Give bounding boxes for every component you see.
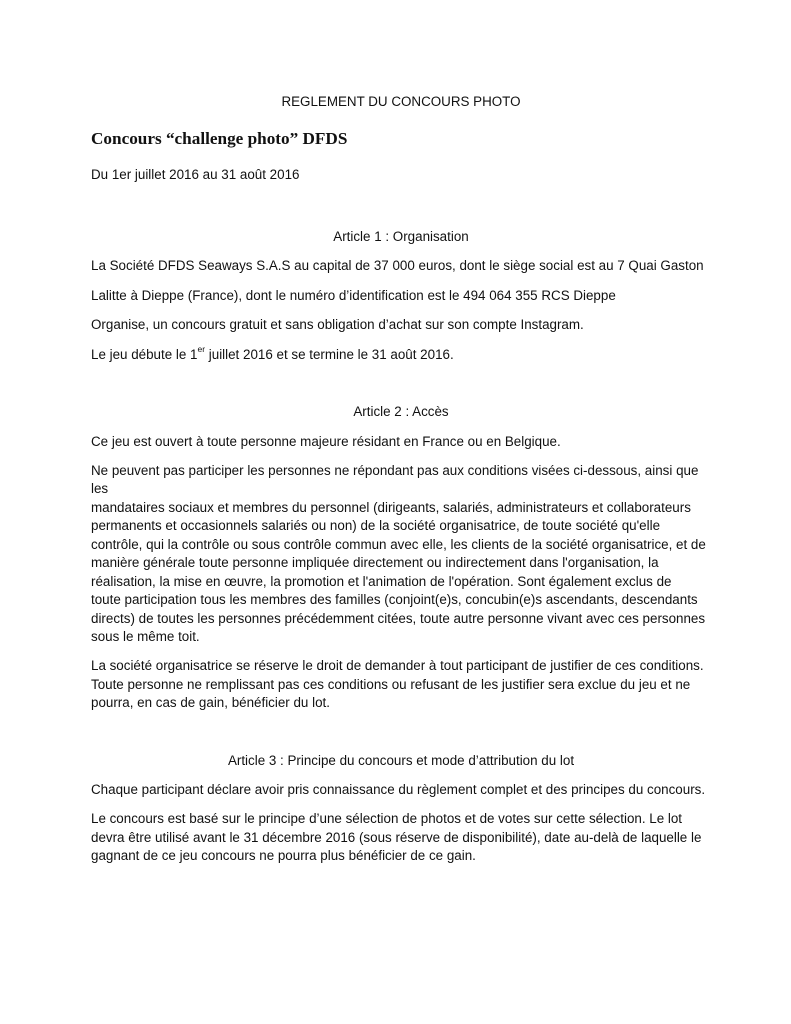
article-2-paragraph-2-line: manière générale toute personne impliquée directement ou indirectement dans l'organisation, la: [91, 555, 659, 570]
contest-title: Concours “challenge photo” DFDS: [91, 128, 348, 148]
contest-dates: Du 1er juillet 2016 au 31 août 2016: [91, 167, 300, 182]
article-3-heading: Article 3 : Principe du concours et mode d’attribution du lot: [227, 752, 575, 768]
article-3-paragraph-2: [91, 810, 711, 866]
document-body: [91, 93, 711, 876]
article-2-heading: Article 2 : Accès: [353, 404, 449, 419]
article-1-line-4: [91, 346, 711, 365]
article-2-paragraph-2-line: réalisation, la mise en œuvre, la promotion et l'animation de l'opération. Sont également exclus de: [91, 573, 672, 589]
article-2-paragraph-1: Ce jeu est ouvert à toute personne majeure résidant en France ou en Belgique.: [91, 433, 561, 449]
article-2-paragraph-2-line: Ne peuvent pas participer les personnes ne répondant pas aux conditions visées ci-dessous, ainsi que les: [91, 462, 699, 496]
article-2-paragraph-2: [91, 462, 711, 647]
document-title: REGLEMENT DU CONCOURS PHOTO: [281, 94, 521, 109]
article-1-line-4-end: juillet 2016 et se termine le 31 août 2016.: [205, 346, 454, 362]
article-1-line-4-start: Le jeu débute le 1: [91, 346, 198, 362]
article-2-paragraph-3-line: La société organisatrice se réserve le droit de demander à tout participant de justifier de ces conditions.: [91, 658, 704, 673]
article-1-line-4-superscript: er: [197, 344, 206, 355]
article-2-paragraph-2-line: directs) de toutes les personnes précédemment citées, toute autre personne vivant avec ces personnes: [91, 610, 706, 626]
article-3-paragraph-2-line: devra être utilisé avant le 31 décembre 2016 (sous réserve de disponibilité), date au-delà de laquelle le: [91, 829, 702, 845]
article-1-heading: Article 1 : Organisation: [333, 228, 469, 244]
article-3-paragraph-2-line: gagnant de ce jeu concours ne pourra plus bénéficier de ce gain.: [91, 848, 476, 863]
article-2-paragraph-2-line: contrôle, qui la contrôle ou sous contrôle commun avec elle, les clients de la société organisatrice, et de: [91, 536, 706, 552]
article-2-paragraph-2-line: sous le même toit.: [91, 629, 200, 644]
article-2-paragraph-2-line: mandataires sociaux et membres du personnel (dirigeants, salariés, administrateurs et collaborateurs: [91, 499, 691, 515]
article-3-paragraph-2-line: Le concours est basé sur le principe d’une sélection de photos et de votes sur cette sélection. Le lot: [91, 811, 683, 826]
article-2-paragraph-2-line: permanents et occasionnels salariés ou non) de la société organisatrice, de toute société qu'elle: [91, 518, 661, 533]
article-3-paragraph-1: Chaque participant déclare avoir pris connaissance du règlement complet et des principes du concours.: [91, 782, 706, 797]
article-1-line-3: Organise, un concours gratuit et sans obligation d’achat sur son compte Instagram.: [91, 317, 584, 332]
article-2-paragraph-3: [91, 657, 711, 713]
article-1-line-2: Lalitte à Dieppe (France), dont le numéro d’identification est le 494 064 355 RCS Dieppe: [91, 287, 616, 303]
article-1-line-1: La Société DFDS Seaways S.A.S au capital de 37 000 euros, dont le siège social est au 7 Quai Gaston: [91, 258, 704, 273]
article-2-paragraph-3-line: Toute personne ne remplissant pas ces conditions ou refusant de les justifier sera exclue du jeu et ne: [91, 676, 691, 692]
article-2-paragraph-2-line: toute participation tous les membres des familles (conjoint(e)s, concubin(e)s ascendants, descendants: [91, 592, 698, 607]
article-2-paragraph-3-line: pourra, en cas de gain, bénéficier du lot.: [91, 695, 330, 710]
